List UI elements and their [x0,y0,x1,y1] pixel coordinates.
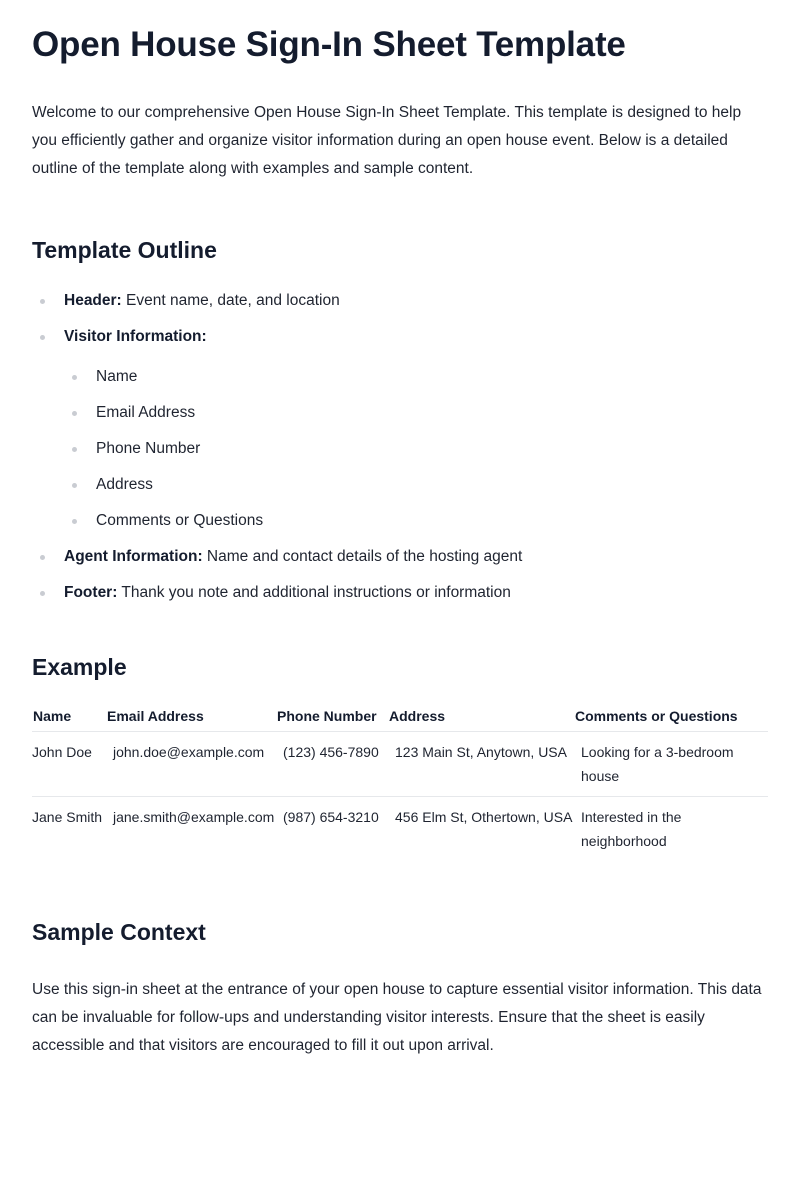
column-header: Email Address [106,702,276,732]
outline-item-visitor [32,325,768,533]
page-title: Open House Sign-In Sheet Template [32,25,626,64]
column-header: Phone Number [276,702,388,732]
table-cell: John Doe [32,732,106,797]
visitor-fields-list [64,365,768,533]
outline-item-footer [32,581,768,605]
table-cell: Looking for a 3-bedroom house [574,732,768,797]
outline-visitor-label: Visitor Information: [64,328,207,345]
table-cell: jane.smith@example.com [113,809,275,825]
column-header: Address [388,702,574,732]
outline-agent-text: Name and contact details of the hosting agent [202,548,523,565]
outline-header-label: Header: [64,292,122,309]
example-heading: Example [32,654,127,680]
context-paragraph: Use this sign-in sheet at the entrance of your open house to capture essential visitor information. This data can be invaluable for follow-ups and understanding visitor interests. Ensure that the sheet is easily accessible and that visitors are encouraged to fill it out upon arrival. [32,981,762,1054]
table-cell: 123 Main St, Anytown, USA [388,732,574,797]
outline-header-text: Event name, date, and location [121,292,340,309]
outline-footer-text: Thank you note and additional instructions or information [117,584,511,601]
table-cell: (123) 456-7890 [276,732,388,797]
table-row [32,797,768,862]
visitor-field-item: Email Address [64,401,768,425]
table-cell: Jane Smith [32,809,103,825]
table-header-row [32,702,768,732]
outline-list [32,289,768,605]
context-heading: Sample Context [32,919,206,945]
outline-agent-label: Agent Information: [64,548,203,565]
table-cell: 456 Elm St, Othertown, USA [395,809,573,825]
visitor-field-item: Phone Number [64,437,768,461]
visitor-field-item: Comments or Questions [64,509,768,533]
table-cell: Interested in the neighborhood [581,809,682,849]
intro-paragraph: Welcome to our comprehensive Open House Sign-In Sheet Template. This template is designed to help you efficiently gather and organize visitor information during an open house event. Below is a detailed outline of the template along with examples and sample content. [32,104,742,177]
visitor-field-item: Name [64,365,768,389]
outline-footer-label: Footer: [64,584,118,601]
table-cell: (987) 654-3210 [283,809,379,825]
visitor-field-item: Address [64,473,768,497]
table-cell: john.doe@example.com [106,732,276,797]
outline-heading: Template Outline [32,237,217,263]
outline-item-header [32,289,768,313]
outline-item-agent [32,545,768,569]
column-header: Comments or Questions [574,702,768,732]
table-row [32,732,768,797]
column-header: Name [32,702,106,732]
example-table [32,702,768,861]
